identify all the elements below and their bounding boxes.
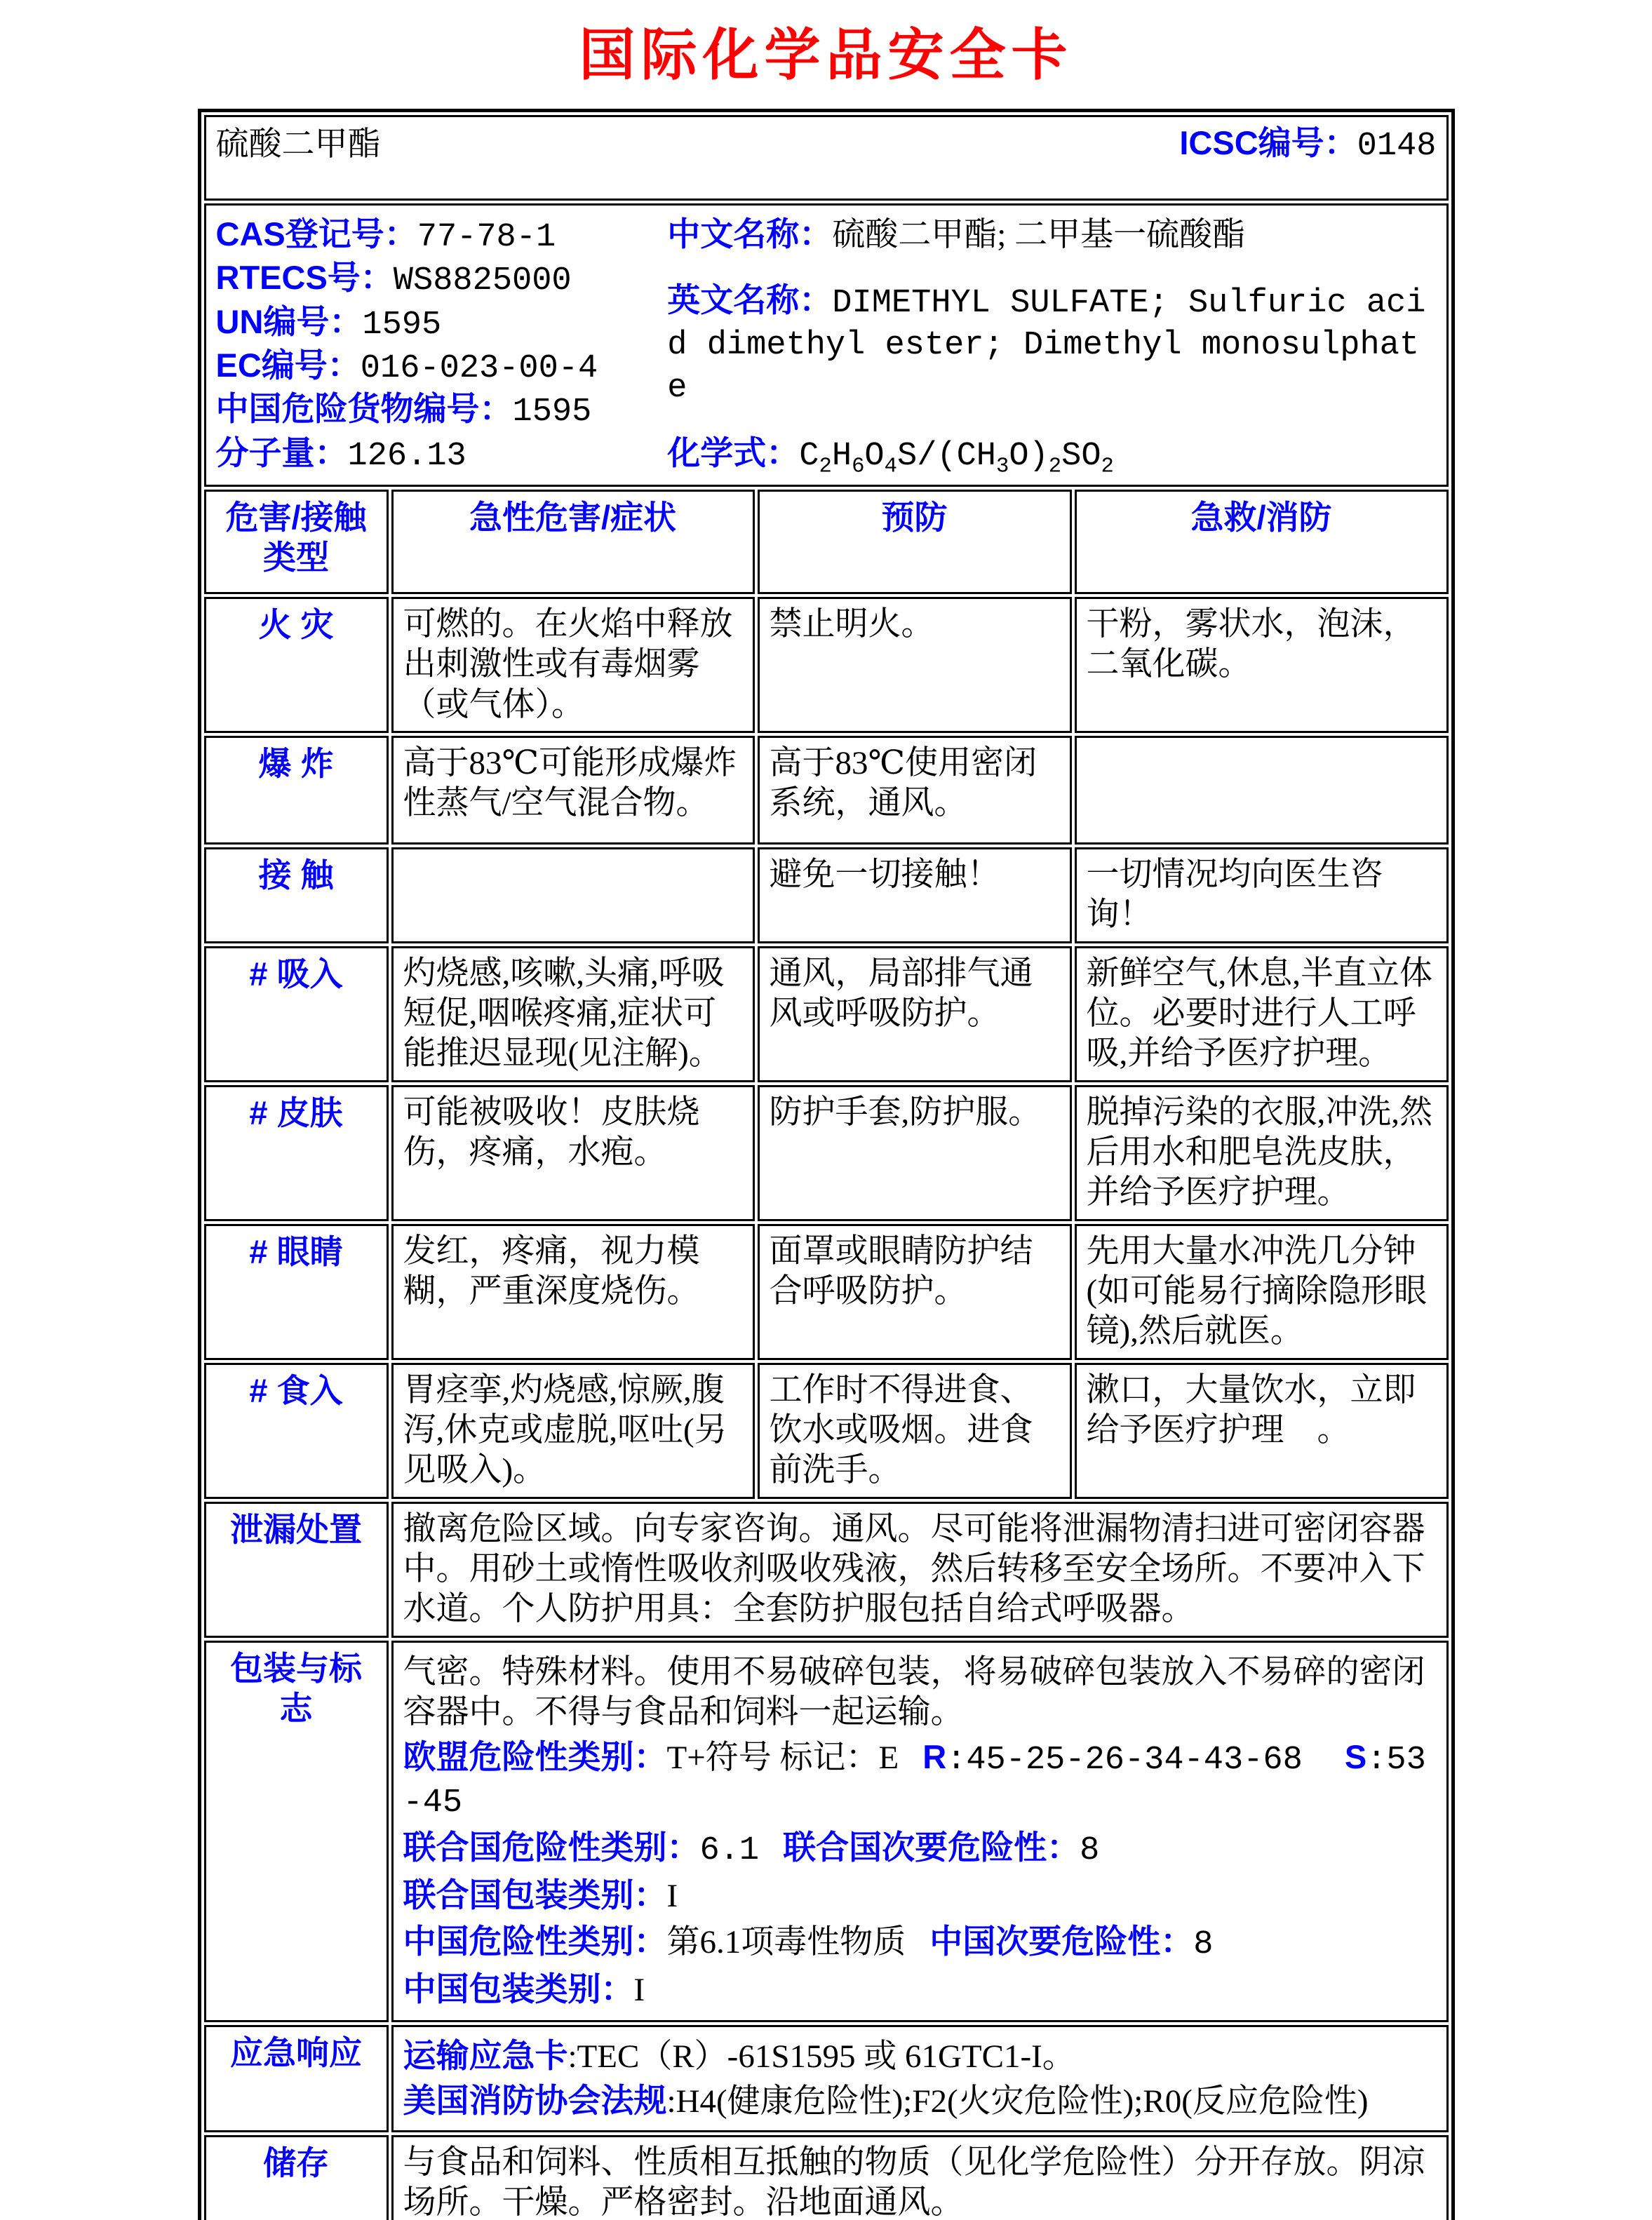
skin-first-aid: 脱掉污染的衣服,冲洗,然后用水和肥皂洗皮肤，并给予医疗护理。 xyxy=(1075,1085,1449,1221)
ec-value: 016-023-00-4 xyxy=(360,349,598,387)
cn-class-value: 第6.1项毒性物质 xyxy=(666,1923,906,1960)
icsc-number-value: 0148 xyxy=(1357,128,1437,165)
row-label-emergency: 应急响应 xyxy=(204,2025,389,2132)
col-header-prevention: 预防 xyxy=(758,490,1072,594)
inhalation-prevention: 通风，局部排气通风或呼吸防护。 xyxy=(758,946,1072,1082)
explosion-symptoms: 高于83℃可能形成爆炸性蒸气/空气混合物。 xyxy=(391,736,755,845)
cas-value: 77-78-1 xyxy=(417,219,556,256)
un-pack-value: I xyxy=(666,1878,678,1915)
eu-class-label: 欧盟危险性类别： xyxy=(403,1738,667,1776)
page-title: 国际化学品安全卡 xyxy=(579,24,1073,86)
explosion-first-aid xyxy=(1075,736,1449,845)
cas-number-line xyxy=(216,214,668,257)
cn-packing-group-line xyxy=(403,1969,1437,2010)
row-label-fire: 火 灾 xyxy=(204,597,389,733)
storage-text: 与食品和饲料、性质相互抵触的物质（见化学危险性）分开存放。阴凉场所。干燥。严格密封。沿地面通风。 xyxy=(391,2135,1449,2220)
un-classification-line xyxy=(403,1827,1437,1871)
rtecs-number-line xyxy=(216,257,668,301)
nfpa-value: :H4(健康危险性);F2(火灾危险性);R0(反应危险性) xyxy=(666,2083,1369,2120)
formula-label: 化学式： xyxy=(667,433,800,471)
mw-value: 126.13 xyxy=(347,437,466,475)
row-label-exposure: 接 触 xyxy=(204,847,389,943)
eyes-symptoms: 发红，疼痛，视力模糊，严重深度烧伤。 xyxy=(391,1224,755,1360)
row-label-storage: 储存 xyxy=(204,2135,389,2220)
hazard-row-ingestion xyxy=(204,1363,1449,1499)
un-label: UN编号： xyxy=(215,302,363,340)
chinese-name-line xyxy=(667,214,1436,255)
row-label-eyes: # 眼睛 xyxy=(204,1224,389,1360)
hazard-row-exposure xyxy=(204,847,1449,943)
hazard-row-inhalation xyxy=(204,946,1449,1082)
emergency-cell xyxy=(391,2025,1449,2132)
row-label-skin: # 皮肤 xyxy=(204,1085,389,1221)
exposure-first-aid: 一切情况均向医生咨询！ xyxy=(1075,847,1449,943)
eu-classification-line xyxy=(403,1737,1437,1823)
cn-classification-line xyxy=(403,1921,1437,1965)
inhalation-symptoms: 灼烧感,咳嗽,头痛,呼吸短促,咽喉疼痛,症状可能推迟显现(见注解)。 xyxy=(391,946,755,1082)
rtecs-value: WS8825000 xyxy=(393,262,572,300)
r-phrases-value: :45-25-26-34-43-68 xyxy=(946,1742,1303,1780)
row-label-spill: 泄漏处置 xyxy=(204,1502,389,1638)
cn-dg-label: 中国危险货物编号： xyxy=(215,390,513,428)
spill-text: 撤离危险区域。向专家咨询。通风。尽可能将泄漏物清扫进可密闭容器中。用砂土或惰性吸收剂吸收残液，然后转移至安全场所。不要冲入下水道。个人防护用具：全套防护服包括自给式呼吸器。 xyxy=(391,1502,1449,1638)
identification-right-column xyxy=(667,211,1436,479)
cn-pack-value: I xyxy=(633,1971,645,2008)
un-number-line xyxy=(216,302,668,345)
fire-first-aid: 干粉，雾状水，泡沫，二氧化碳。 xyxy=(1075,597,1449,733)
identification-left-column xyxy=(216,211,668,479)
un-subrisk-value: 8 xyxy=(1080,1831,1100,1869)
eyes-prevention: 面罩或眼睛防护结合呼吸防护。 xyxy=(758,1224,1072,1360)
cn-pack-label: 中国包装类别： xyxy=(403,1970,634,2007)
s-phrases-label: S xyxy=(1344,1738,1367,1776)
un-class-value: 6.1 xyxy=(699,1831,760,1869)
col-header-first-aid: 急救/消防 xyxy=(1075,490,1449,594)
packaging-intro: 气密。特殊材料。使用不易破碎包装，将易破碎包装放入不易碎的密闭容器中。不得与食品和饲料一起运输。 xyxy=(403,1653,1425,1730)
cn-name-label: 中文名称： xyxy=(667,215,833,253)
inhalation-first-aid: 新鲜空气,休息,半直立体位。必要时进行人工呼吸,并给予医疗护理。 xyxy=(1075,946,1449,1082)
row-label-explosion: 爆 炸 xyxy=(204,736,389,845)
chemical-name: 硫酸二甲酯 xyxy=(215,126,381,163)
exposure-prevention: 避免一切接触！ xyxy=(758,847,1072,943)
formula-value: $C_2H_6O_4S/(CH_3O)_2SO_2$ xyxy=(799,437,1114,479)
col-header-type: 危害/接触类型 xyxy=(204,490,389,594)
banner-row xyxy=(204,115,1449,201)
mw-label: 分子量： xyxy=(215,433,348,471)
identification-cell xyxy=(204,203,1449,487)
hazard-row-skin xyxy=(204,1085,1449,1221)
hazard-row-eyes xyxy=(204,1224,1449,1360)
en-name-value: DIMETHYL SULFATE; Sulfuric acid dimethyl ester; Dimethyl monosulphate xyxy=(667,285,1426,407)
tec-value: :TEC（R）-61S1595 或 61GTC1-I。 xyxy=(568,2038,1075,2076)
row-label-packaging: 包装与标志 xyxy=(204,1641,389,2023)
row-label-inhalation: # 吸入 xyxy=(204,946,389,1082)
icsc-card-table xyxy=(198,109,1455,2220)
cn-dangerous-goods-line xyxy=(216,389,668,432)
col-header-symptoms: 急性危害/症状 xyxy=(391,490,755,594)
tec-label: 运输应急卡 xyxy=(403,2037,568,2075)
ingestion-prevention: 工作时不得进食、饮水或吸烟。进食前洗手。 xyxy=(758,1363,1072,1499)
skin-prevention: 防护手套,防护服。 xyxy=(758,1085,1072,1221)
eyes-first-aid: 先用大量水冲洗几分钟(如可能易行摘除隐形眼镜),然后就医。 xyxy=(1075,1224,1449,1360)
icsc-number-label: ICSC编号： xyxy=(1179,124,1357,161)
storage-row xyxy=(204,2135,1449,2220)
un-packing-group-line xyxy=(403,1875,1437,1916)
eu-class-value: T+符号 标记：E xyxy=(666,1740,899,1777)
emergency-row xyxy=(204,2025,1449,2132)
fire-prevention: 禁止明火。 xyxy=(758,597,1072,733)
skin-symptoms: 可能被吸收！皮肤烧伤，疼痛，水疱。 xyxy=(391,1085,755,1221)
exposure-symptoms xyxy=(391,847,755,943)
nfpa-code-line xyxy=(403,2080,1437,2122)
row-label-ingestion: # 食入 xyxy=(204,1363,389,1499)
cn-class-label: 中国危险性类别： xyxy=(403,1922,667,1960)
formula-line xyxy=(667,433,1436,479)
rtecs-label: RTECS号： xyxy=(215,259,394,297)
ec-number-line xyxy=(216,345,668,389)
english-name-line xyxy=(667,280,1436,408)
spill-row xyxy=(204,1502,1449,1638)
r-phrases-label: R xyxy=(922,1738,947,1776)
cas-label: CAS登记号： xyxy=(215,215,417,253)
s-phrases-value: :53-45 xyxy=(403,1742,1426,1822)
un-class-label: 联合国危险性类别： xyxy=(403,1828,700,1866)
banner-cell xyxy=(204,115,1449,201)
explosion-prevention: 高于83℃使用密闭系统，通风。 xyxy=(758,736,1072,845)
en-name-label: 英文名称： xyxy=(667,281,833,318)
un-pack-label: 联合国包装类别： xyxy=(403,1876,667,1914)
transport-emergency-card-line xyxy=(403,2036,1437,2077)
hazard-row-fire xyxy=(204,597,1449,733)
un-value: 1595 xyxy=(362,306,442,344)
un-subrisk-label: 联合国次要危险性： xyxy=(783,1828,1080,1866)
ingestion-symptoms: 胃痉挛,灼烧感,惊厥,腹泻,休克或虚脱,呕吐(另见吸入)。 xyxy=(391,1363,755,1499)
icsc-number-group xyxy=(1179,123,1436,166)
ec-label: EC编号： xyxy=(215,346,361,384)
packaging-row xyxy=(204,1641,1449,2023)
hazard-row-explosion xyxy=(204,736,1449,845)
cn-dg-value: 1595 xyxy=(512,393,592,431)
nfpa-label: 美国消防协会法规 xyxy=(403,2081,667,2119)
packaging-cell xyxy=(391,1641,1449,2023)
cn-subrisk-value: 8 xyxy=(1193,1925,1214,1963)
cn-name-value: 硫酸二甲酯; 二甲基一硫酸酯 xyxy=(832,217,1246,253)
ingestion-first-aid: 漱口，大量饮水，立即给予医疗护理 。 xyxy=(1075,1363,1449,1499)
hazard-header-row xyxy=(204,490,1449,594)
identification-row xyxy=(204,203,1449,487)
molecular-weight-line xyxy=(216,433,668,476)
cn-subrisk-label: 中国次要危险性： xyxy=(929,1922,1194,1960)
fire-symptoms: 可燃的。在火焰中释放出刺激性或有毒烟雾（或气体）。 xyxy=(391,597,755,733)
